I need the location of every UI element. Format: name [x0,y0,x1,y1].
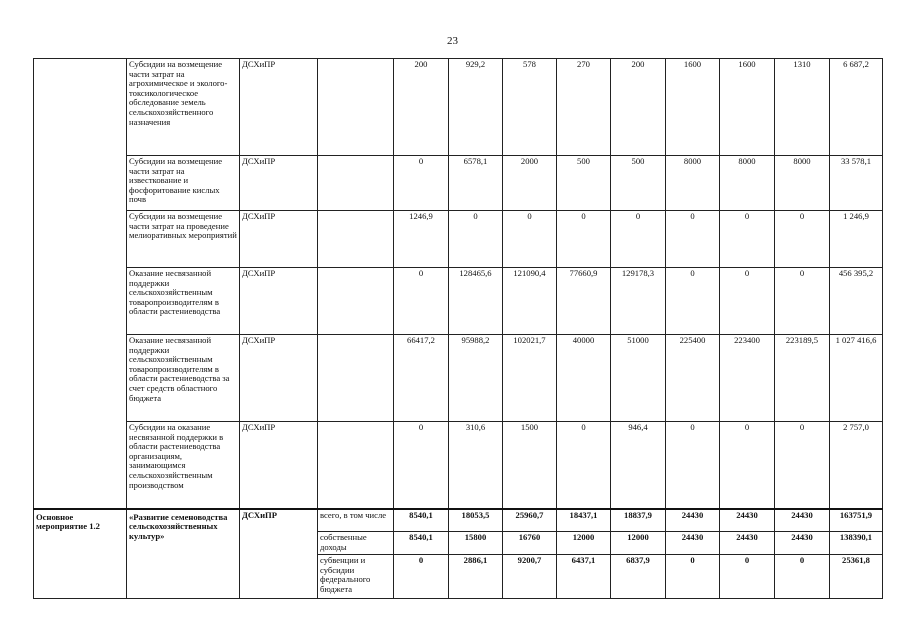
value-cell: 0 [775,268,830,335]
value-cell: 1600 [720,59,775,156]
value-cell: 456 395,2 [830,268,883,335]
value-cell: 578 [503,59,557,156]
table-row [34,509,883,532]
row-executor: ДСХиПР [240,422,318,509]
value-cell: 0 [720,268,775,335]
value-cell: 8000 [666,156,720,211]
value-cell: 1246,9 [394,211,449,268]
value-cell: 200 [394,59,449,156]
value-cell: 1 027 416,6 [830,335,883,422]
row-source [318,59,394,156]
value-cell: 129178,3 [611,268,666,335]
budget-table [33,58,883,599]
value-cell: 223189,5 [775,335,830,422]
value-cell: 0 [557,422,611,509]
value-cell: 163751,9 [830,509,883,532]
funding-source-label: всего, в том числе [318,509,394,532]
value-cell: 25361,8 [830,555,883,599]
row-executor: ДСХиПР [240,59,318,156]
value-cell: 121090,4 [503,268,557,335]
value-cell: 18837,9 [611,509,666,532]
value-cell: 12000 [557,532,611,555]
value-cell: 0 [666,555,720,599]
value-cell: 0 [394,156,449,211]
row-description: Субсидии на возмещение части затрат на проведение мелиоративных мероприятий [127,211,240,268]
value-cell: 6578,1 [449,156,503,211]
value-cell: 18437,1 [557,509,611,532]
row-source [318,422,394,509]
row-executor: ДСХиПР [240,335,318,422]
value-cell: 0 [666,422,720,509]
value-cell: 8540,1 [394,532,449,555]
value-cell: 24430 [720,532,775,555]
value-cell: 77660,9 [557,268,611,335]
value-cell: 0 [449,211,503,268]
value-cell: 51000 [611,335,666,422]
row-executor: ДСХиПР [240,156,318,211]
value-cell: 2886,1 [449,555,503,599]
value-cell: 0 [666,268,720,335]
row-description: Субсидии на оказание несвязанной поддержки в области растениеводства организациям, занимающимся сельскохозяйственным производством [127,422,240,509]
value-cell: 1500 [503,422,557,509]
funding-source-label: собственные доходы [318,532,394,555]
funding-source-label: субвенции и субсидии федерального бюджета [318,555,394,599]
value-cell: 95988,2 [449,335,503,422]
value-cell: 0 [775,211,830,268]
value-cell: 128465,6 [449,268,503,335]
value-cell: 24430 [720,509,775,532]
value-cell: 929,2 [449,59,503,156]
value-cell: 8000 [720,156,775,211]
row-source [318,268,394,335]
row-description: Субсидии на возмещение части затрат на агрохимическое и эколого-токсикологическое обследование земель сельскохозяйственного назначения [127,59,240,156]
value-cell: 8540,1 [394,509,449,532]
merged-left-cell [34,59,127,509]
value-cell: 0 [611,211,666,268]
value-cell: 0 [503,211,557,268]
table-row [34,268,883,335]
value-cell: 24430 [666,532,720,555]
table-body [34,59,883,599]
value-cell: 0 [394,555,449,599]
value-cell: 0 [775,555,830,599]
row-source [318,211,394,268]
row-source [318,335,394,422]
value-cell: 1600 [666,59,720,156]
value-cell: 40000 [557,335,611,422]
value-cell: 2 757,0 [830,422,883,509]
row-description: Оказание несвязанной поддержки сельскохозяйственным товаропроизводителям в области растениеводства [127,268,240,335]
main-event-code: Основное мероприятие 1.2 [34,509,127,599]
value-cell: 25960,7 [503,509,557,532]
value-cell: 0 [666,211,720,268]
value-cell: 1 246,9 [830,211,883,268]
value-cell: 0 [557,211,611,268]
page-number: 23 [447,35,458,47]
value-cell: 1310 [775,59,830,156]
value-cell: 33 578,1 [830,156,883,211]
value-cell: 0 [775,422,830,509]
value-cell: 24430 [666,509,720,532]
value-cell: 66417,2 [394,335,449,422]
row-description: Субсидии на возмещение части затрат на известкование и фосфоритование кислых почв [127,156,240,211]
value-cell: 16760 [503,532,557,555]
table-row [34,59,883,156]
value-cell: 18053,5 [449,509,503,532]
value-cell: 6837,9 [611,555,666,599]
value-cell: 0 [394,268,449,335]
main-event-executor: ДСХиПР [240,509,318,599]
table-row [34,335,883,422]
value-cell: 9200,7 [503,555,557,599]
value-cell: 310,6 [449,422,503,509]
row-executor: ДСХиПР [240,211,318,268]
value-cell: 24430 [775,509,830,532]
value-cell: 2000 [503,156,557,211]
value-cell: 102021,7 [503,335,557,422]
value-cell: 270 [557,59,611,156]
value-cell: 8000 [775,156,830,211]
value-cell: 15800 [449,532,503,555]
value-cell: 0 [720,422,775,509]
table-row [34,211,883,268]
value-cell: 500 [611,156,666,211]
table-row [34,422,883,509]
row-description: Оказание несвязанной поддержки сельскохозяйственным товаропроизводителям в области растениеводства за счет средств областного бюджета [127,335,240,422]
value-cell: 6437,1 [557,555,611,599]
value-cell: 6 687,2 [830,59,883,156]
value-cell: 0 [394,422,449,509]
value-cell: 12000 [611,532,666,555]
value-cell: 200 [611,59,666,156]
value-cell: 0 [720,211,775,268]
row-source [318,156,394,211]
row-executor: ДСХиПР [240,268,318,335]
value-cell: 0 [720,555,775,599]
value-cell: 24430 [775,532,830,555]
main-event-name: «Развитие семеноводства сельскохозяйственных культур» [127,509,240,599]
value-cell: 225400 [666,335,720,422]
table-row [34,156,883,211]
value-cell: 138390,1 [830,532,883,555]
value-cell: 946,4 [611,422,666,509]
value-cell: 500 [557,156,611,211]
value-cell: 223400 [720,335,775,422]
